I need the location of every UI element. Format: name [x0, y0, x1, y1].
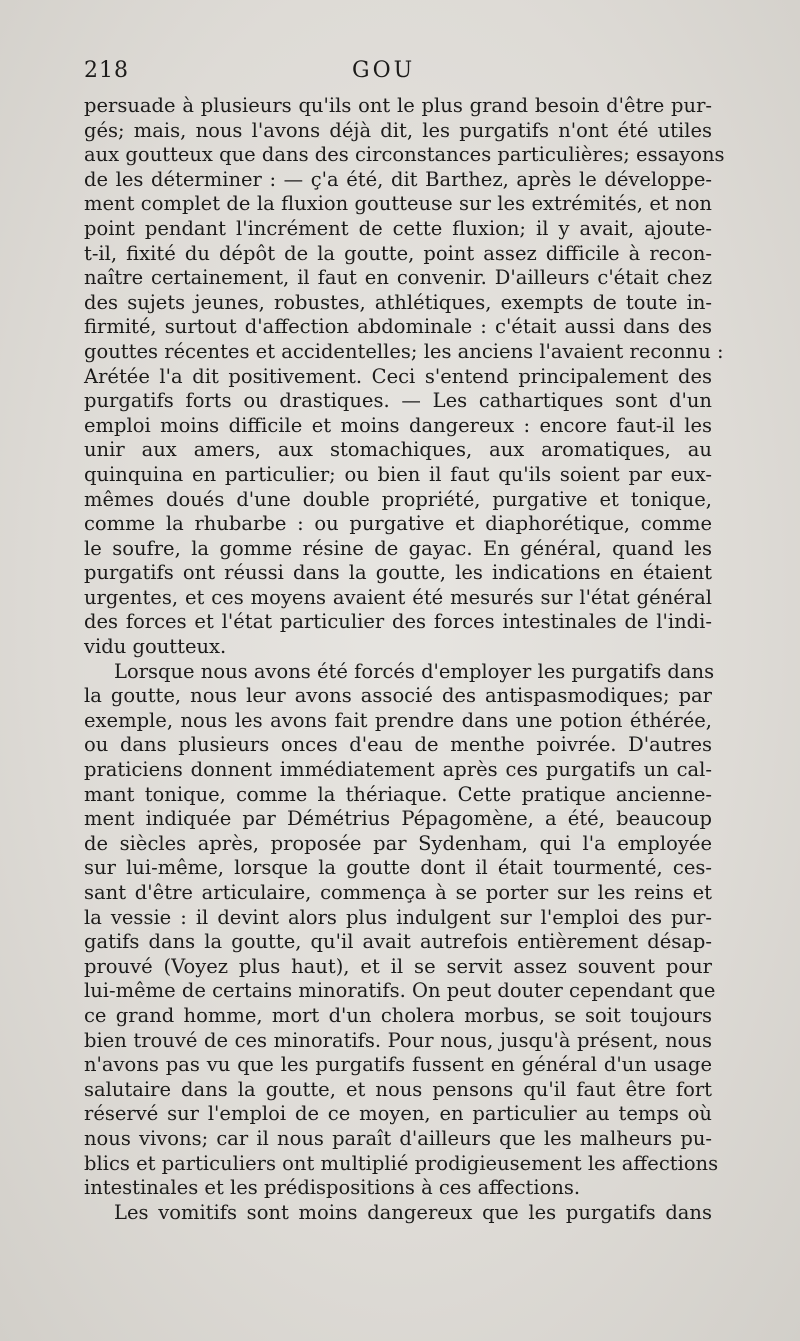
paragraph-start-line: Lorsque nous avons été forcés d'employer les purgatifs dans — [114, 659, 715, 683]
text-line: des forces et l'état particulier des forces intestinales de l'indi- — [84, 610, 712, 634]
text-line: praticiens donnent immédiatement après ces purgatifs un cal- — [84, 758, 712, 782]
text-line: emploi moins difficile et moins dangereux : encore faut-il les — [84, 413, 712, 437]
text-line: exemple, nous les avons fait prendre dans une potion éthérée, — [84, 708, 712, 732]
text-line: firmité, surtout d'affection abdominale : c'était aussi dans des — [84, 315, 712, 339]
text-line: persuade à plusieurs qu'ils ont le plus grand besoin d'être pur- — [84, 94, 712, 117]
text-line: ce grand homme, mort d'un cholera morbus, se soit toujours — [84, 1003, 712, 1027]
text-line: nous vivons; car il nous paraît d'ailleurs que les malheurs pu- — [84, 1126, 712, 1150]
text-line: le soufre, la gomme résine de gayac. En général, quand les — [84, 536, 712, 560]
text-line: sant d'être articulaire, commença à se porter sur les reins et — [84, 881, 712, 904]
text-line: ment complet de la fluxion goutteuse sur les extrémités, et non — [84, 192, 712, 216]
text-line: gouttes récentes et accidentelles; les anciens l'avaient reconnu : — [84, 339, 724, 363]
text-line: de les déterminer : — ç'a été, dit Barthez, après le développe- — [84, 167, 712, 191]
text-line: des sujets jeunes, robustes, athlétiques, exempts de toute in- — [84, 290, 712, 314]
text-line: ou dans plusieurs onces d'eau de menthe poivrée. D'autres — [84, 733, 712, 757]
text-line: ment indiquée par Démétrius Pépagomène, a été, beaucoup — [84, 807, 712, 831]
text-line: blics et particuliers ont multiplié prodigieusement les affections — [84, 1151, 719, 1175]
text-line: point pendant l'incrément de cette fluxion; il y avait, ajoute- — [84, 216, 712, 240]
text-line: mêmes doués d'une double propriété, purgative et tonique, — [84, 487, 712, 511]
text-line: intestinales et les prédispositions à ces affections. — [84, 1176, 581, 1200]
text-line: purgatifs forts ou drastiques. — Les cathartiques sont d'un — [84, 389, 712, 413]
text-line: vidu goutteux. — [84, 635, 227, 659]
paragraph-start-line: Les vomitifs sont moins dangereux que les purgatifs dans — [114, 1200, 712, 1224]
text-line: n'avons pas vu que les purgatifs fussent en général d'un usage — [84, 1053, 712, 1077]
text-line: la goutte, nous leur avons associé des antispasmodiques; par — [84, 684, 712, 708]
text-line: prouvé (Voyez plus haut), et il se servit assez souvent pour — [84, 954, 712, 978]
text-line: naître certainement, il faut en convenir. D'ailleurs c'était chez — [84, 266, 712, 290]
text-line: lui-même de certains minoratifs. On peut douter cependant que — [84, 979, 716, 1003]
running-head: GOU — [352, 58, 416, 83]
page-number: 218 — [84, 58, 129, 83]
page-header — [84, 58, 724, 92]
text-line: comme la rhubarbe : ou purgative et diaphorétique, comme — [84, 512, 712, 536]
text-line: sur lui-même, lorsque la goutte dont il était tourmenté, ces- — [84, 856, 712, 880]
text-line: aux goutteux que dans des circonstances particulières; essayons — [84, 143, 725, 167]
text-line: purgatifs ont réussi dans la goutte, les indications en étaient — [84, 561, 712, 585]
text-line: unir aux amers, aux stomachiques, aux aromatiques, au — [84, 438, 712, 462]
text-line: gés; mais, nous l'avons déjà dit, les purgatifs n'ont été utiles — [84, 118, 712, 142]
text-line: la vessie : il devint alors plus indulgent sur l'emploi des pur- — [84, 905, 712, 929]
text-line: gatifs dans la goutte, qu'il avait autrefois entièrement désap- — [84, 930, 712, 954]
text-line: Arétée l'a dit positivement. Ceci s'entend principalement des — [84, 364, 712, 388]
text-line: salutaire dans la goutte, et nous pensons qu'il faut être fort — [84, 1077, 712, 1101]
text-line: mant tonique, comme la thériaque. Cette pratique ancienne- — [84, 782, 712, 806]
text-line: t-il, fixité du dépôt de la goutte, point assez difficile à recon- — [84, 241, 712, 265]
text-line: réservé sur l'emploi de ce moyen, en particulier au temps où — [84, 1102, 712, 1126]
body-text — [84, 94, 725, 1225]
text-line: bien trouvé de ces minoratifs. Pour nous, jusqu'à présent, nous — [84, 1028, 712, 1052]
text-line: urgentes, et ces moyens avaient été mesurés sur l'état général — [84, 585, 712, 609]
text-line: de siècles après, proposée par Sydenham, qui l'a employée — [84, 831, 712, 855]
text-line: quinquina en particulier; ou bien il faut qu'ils soient par eux- — [84, 462, 712, 486]
